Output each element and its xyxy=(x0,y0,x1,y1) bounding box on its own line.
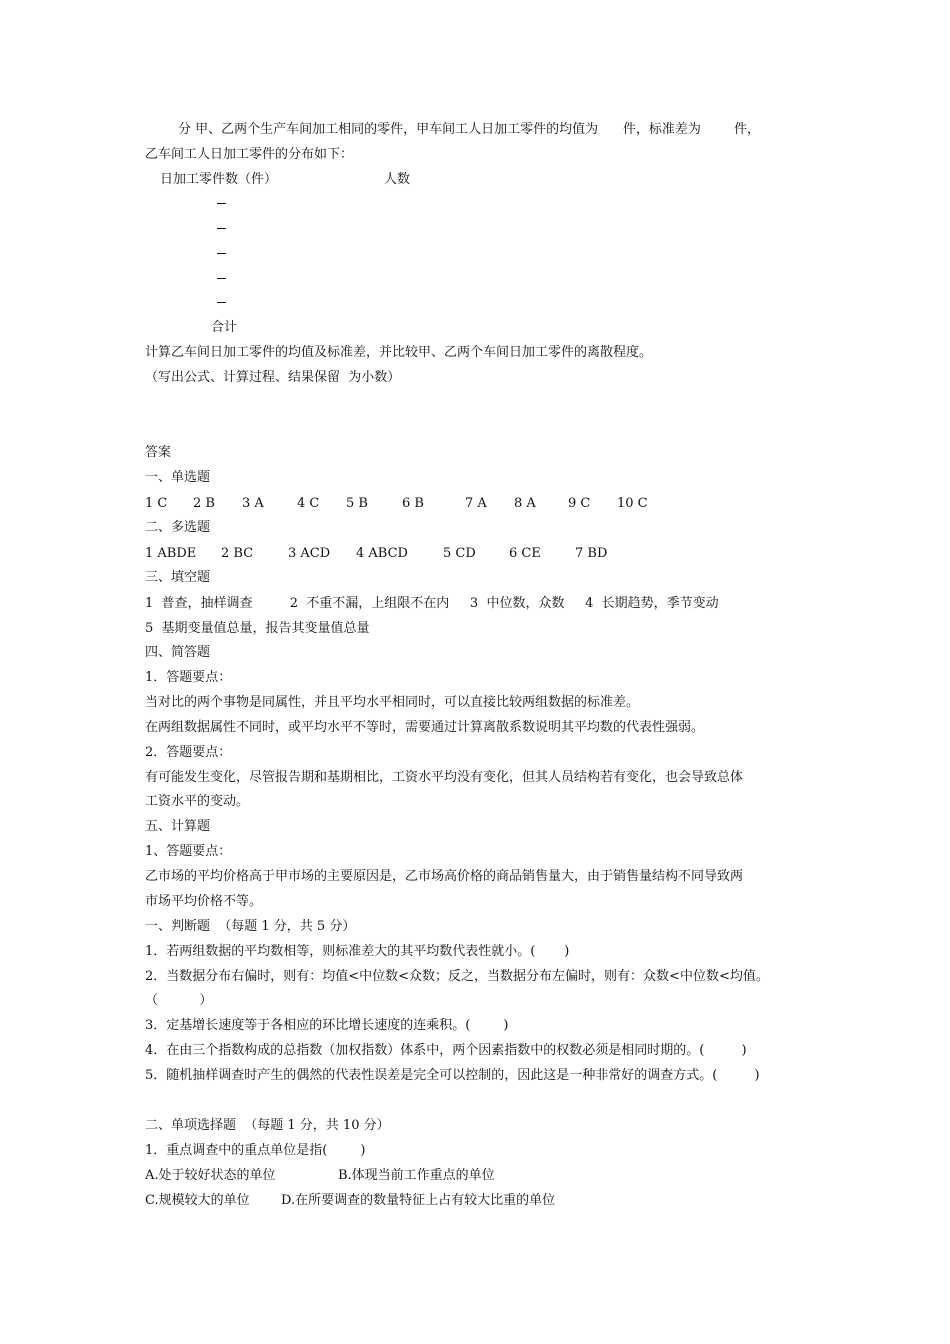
answer-item: 6 B xyxy=(402,496,424,511)
answer-item: 5 B xyxy=(346,496,368,511)
answer-item: 2 BC xyxy=(221,546,254,561)
judge-question-1: 1．若两组数据的平均数相等，则标准差大的其平均数代表性就小。( ) xyxy=(145,944,570,959)
answer-item: 7 A xyxy=(465,496,487,511)
short-answer-q1-line-2: 在两组数据属性不同时，或平均水平不等时，需要通过计算离散系数说明其平均数的代表性强弱。 xyxy=(145,720,705,735)
table-dash-3 xyxy=(217,253,226,254)
answer-item: 6 CE xyxy=(509,546,541,561)
short-answer-q1-line-1: 当对比的两个事物是同属性，并且平均水平相同时，可以直接比较两组数据的标准差。 xyxy=(145,695,640,710)
table-header-people: 人数 xyxy=(384,172,411,187)
short-answer-q2: 2．答题要点： xyxy=(145,745,232,760)
answer-item: 4 C xyxy=(297,496,320,511)
table-dash-5 xyxy=(217,302,226,303)
answer-item: 4 ABCD xyxy=(356,546,408,561)
judge-question-5: 5．随机抽样调查时产生的偶然的代表性误差是完全可以控制的，因此这是一种非常好的调查方式。( ) xyxy=(145,1068,760,1083)
answer-item: 1 ABDE xyxy=(145,546,197,561)
table-dash-4 xyxy=(217,278,226,279)
answer-item: 3 A xyxy=(242,496,264,511)
calculation-q1-line-2: 市场平均价格不等。 xyxy=(145,894,263,909)
answer-item: 8 A xyxy=(514,496,536,511)
answer-item: 3 ACD xyxy=(288,546,331,561)
table-total: 合计 xyxy=(211,320,238,335)
table-dash-2 xyxy=(217,228,226,229)
answer-item: 1 C xyxy=(145,496,168,511)
fill-blank-line-1: 1 普查，抽样调查 2 不重不漏，上组限不在内 3 中位数，众数 4 长期趋势，季节变动 xyxy=(145,596,719,611)
section-single-choice: 一、单选题 xyxy=(145,470,211,485)
option-b: B.体现当前工作重点的单位 xyxy=(338,1168,495,1183)
judge-question-4: 4．在由三个指数构成的总指数（加权指数）体系中，两个因素指数中的权数必须是相同时期的。( ) xyxy=(145,1043,747,1058)
short-answer-q2-line-2: 工资水平的变动。 xyxy=(145,794,250,809)
option-a: A.处于较好状态的单位 xyxy=(145,1168,276,1183)
short-answer-q2-line-1: 有可能发生变化，尽管报告期和基期相比，工资水平均没有变化，但其人员结构若有变化，也会导致总体 xyxy=(145,770,744,785)
short-answer-q1: 1．答题要点： xyxy=(145,670,232,685)
section-calculation: 五、计算题 xyxy=(145,819,211,834)
answer-item: 10 C xyxy=(617,496,648,511)
answer-item: 7 BD xyxy=(575,546,608,561)
single-choice-question-1: 1．重点调查中的重点单位是指( ) xyxy=(145,1143,366,1158)
table-header-parts: 日加工零件数（件） xyxy=(160,172,278,187)
answer-item: 5 CD xyxy=(443,546,476,561)
judge-section-title: 一、判断题 （每题 1 分，共 5 分） xyxy=(145,919,356,934)
judge-question-3: 3．定基增长速度等于各相应的环比增长速度的连乘积。( ) xyxy=(145,1018,509,1033)
problem-note: （写出公式、计算过程、结果保留 为小数） xyxy=(145,370,401,385)
single-choice-section-title: 二、单项选择题 （每题 1 分，共 10 分） xyxy=(145,1118,390,1133)
judge-question-2: 2．当数据分布右偏时，则有：均值<中位数<众数；反之，当数据分布左偏时，则有：众数<中位数<均值。 xyxy=(145,969,769,984)
answer-item: 9 C xyxy=(568,496,591,511)
judge-question-2-paren: （ ） xyxy=(145,993,213,1008)
table-dash-1 xyxy=(217,203,226,204)
section-short-answer: 四、简答题 xyxy=(145,645,211,660)
problem-question: 计算乙车间日加工零件的均值及标准差，并比较甲、乙两个车间日加工零件的离散程度。 xyxy=(145,345,653,360)
section-multi-choice: 二、多选题 xyxy=(145,520,211,535)
answer-item: 2 B xyxy=(193,496,215,511)
problem-line-1: 分 甲、乙两个生产车间加工相同的零件，甲车间工人日加工零件的均值为 件，标准差为 件， xyxy=(178,122,760,137)
answers-title: 答案 xyxy=(145,445,172,460)
section-fill-blank: 三、填空题 xyxy=(145,570,211,585)
problem-line-2: 乙车间工人日加工零件的分布如下： xyxy=(145,147,354,162)
option-c: C.规模较大的单位 xyxy=(145,1193,250,1208)
calculation-q1-line-1: 乙市场的平均价格高于甲市场的主要原因是，乙市场高价格的商品销售量大，由于销售量结构不同导致两 xyxy=(145,869,744,884)
fill-blank-line-2: 5 基期变量值总量，报告其变量值总量 xyxy=(145,621,370,636)
calculation-q1: 1、答题要点： xyxy=(145,844,232,859)
option-d: D.在所要调查的数量特征上占有较大比重的单位 xyxy=(281,1193,556,1208)
